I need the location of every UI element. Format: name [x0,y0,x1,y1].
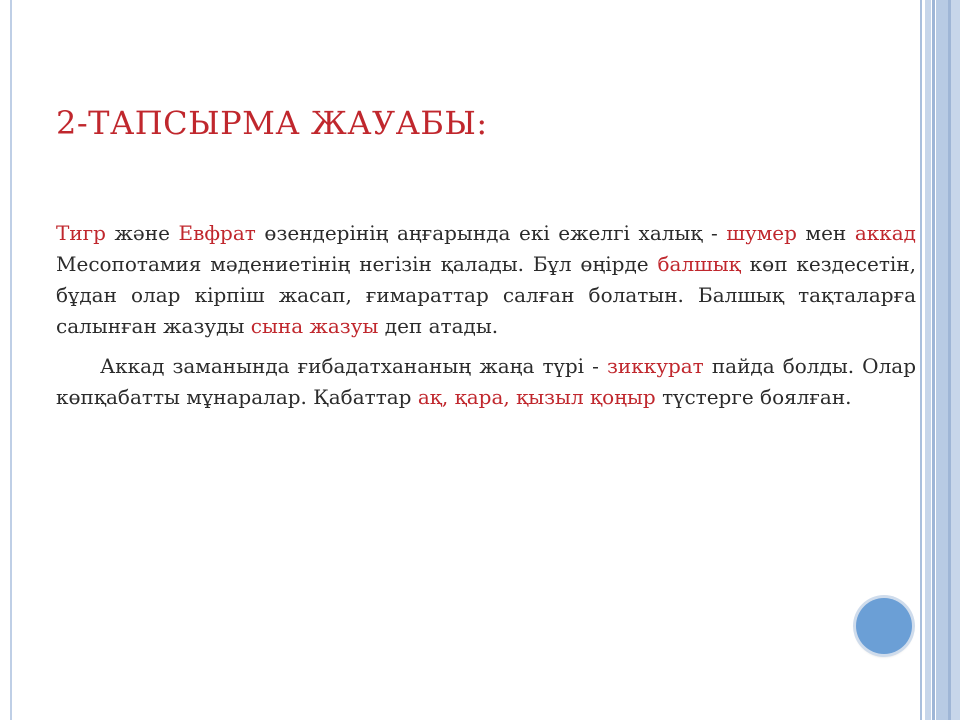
text-run: деп атады. [378,314,499,338]
highlighted-term: аккад [854,221,916,245]
highlighted-term: Евфрат [178,221,256,245]
paragraph-1 [56,218,916,342]
highlighted-term: балшық [657,252,741,276]
highlighted-term: шумер [726,221,797,245]
text-run: өзендерінің аңғарында екі ежелгі халық - [255,221,727,245]
text-run: және [105,221,179,245]
decorative-stripe [925,0,931,720]
slide-frame-right [920,0,922,720]
slide-title: 2-ТАПСЫРМА ЖАУАБЫ: [56,104,488,142]
text-run: пайда болды. Олар көпқабатты мұнаралар. Қабаттар [56,354,917,409]
text-run: Аккад заманында ғибадатхананың жаңа түрі - [100,354,607,378]
highlighted-term: Тигр [56,221,106,245]
text-run: түстерге боялған. [655,385,852,409]
highlighted-term: зиккурат [606,354,704,378]
text-run: мен [796,221,855,245]
highlighted-term: ақ, қара, қызыл қоңыр [417,385,656,409]
slide-navigation-button[interactable] [856,598,912,654]
decorative-stripe [936,0,948,720]
highlighted-term: сына жазуы [250,314,379,338]
paragraph-2 [56,351,916,413]
slide-frame-left [10,0,12,720]
decorative-stripe [932,0,935,720]
text-run: Месопотамия мәдениетінің негізін қалады. Бұл өңірде [56,252,658,276]
text-run: көп кездесетін, бұдан олар кірпіш жасап, ғимараттар салған болатын. Балшық тақталарға салынған жазуды [56,252,916,338]
slide-body [56,218,916,413]
decorative-stripe [951,0,960,720]
